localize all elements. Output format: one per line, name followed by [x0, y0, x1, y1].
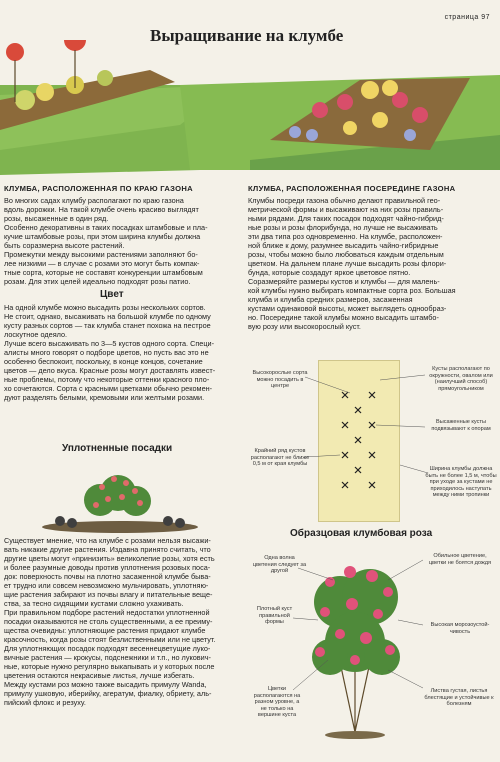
rose-label-waves: Одна волна цветения следует за другой — [252, 555, 307, 574]
right-heading: КЛУМБА, РАСПОЛОЖЕННАЯ ПОСЕРЕДИНЕ ГАЗОНА — [248, 184, 456, 193]
rose-label-hardiness: Высокая морозоустой-чивость — [430, 622, 490, 635]
rose-label-shape: Плотный куст правильной формы — [256, 606, 293, 625]
diagram-label-shape: Кусты располагают по окружности, овалом или (наилучший способ) прямоугольником — [429, 366, 493, 392]
diagram-label-edge: Крайний ряд кустов располагают не ближе 0,5 м от края клумбы — [250, 448, 310, 467]
right-text: Клумбы посреди газона обычно делают правильной гео- метрической формы и высаживают на них розы правиль- ными рядами. Для таких посадок подходят чайно-гибрид- ные розы и розы флорибунда, но лучше не высаживать эти два типа роз одновременно. На клумбе, расположен- ной ближе к дому, разумнее высадить чайно-гибридные розы, чтобы можно было любоваться каждым отдельным цветком. На дальнем плане лучше высадить розы флори- бунда, которые создадут яркое цветовое пятно. Соразмеряйте размеры кустов и клумбы — для малень- кой клумбы нужно выбирать компактные сорта роз. Большая клумба и клумба средних размеров, засаженная кустами одинаковой высоты, может выглядеть однообраз- но. Посередине такой клумбы можно высадить штамбо- вую розу или высокорослый куст. — [248, 196, 456, 331]
left-intro-text: Во многих садах клумбу располагают по краю газона вдоль дорожки. На такой клумбе очень красиво выглядят розы, высаженные в один ряд. Особенно декоративны в таких посадках штамбовые и пла- кучие штамбовые розы, при этом ширина клумбы должна быть соразмерна высоте растений. Промежутки между высокими растениями заполняют бо- лее низкими — в случае с розами это могут быть компак- тные сорта, которые не составят конкуренции штамбовым розам. Для этих целей идеально подходят розы патио. — [4, 196, 208, 286]
rose-label-abundant: Обильное цветение, цветки не боятся дождя — [428, 553, 492, 566]
diagram-label-center: Высокорослые сорта можно посадить в центре — [252, 370, 308, 389]
left-heading: КЛУМБА, РАСПОЛОЖЕННАЯ ПО КРАЮ ГАЗОНА — [4, 184, 193, 193]
page-number: страница 97 — [444, 14, 490, 21]
dense-heading: Уплотненные посадки — [62, 443, 173, 454]
diagram-label-width: Ширина клумбы должна быть не более 1,5 м, чтобы при уходе за кустами не приходилось наступать между ними тропинки — [425, 466, 497, 498]
color-text: На одной клумбе можно высадить розы нескольких сортов. Не стоит, однако, высаживать на большой клумбе по одному кусту разных сортов — так клумба станет похожа на пестрое лоскутное одеяло. Лучше всего высаживать по 3—5 кустов одного сорта. Специ- алисты много говорят о подборе цветов, но пусть вас это не особенно беспокоит, поскольку, в конце концов, сочетание цветов — дело вкуса. Красные розы могут доставлять извест- ные проблемы, потому что некоторые оттенки красного пло- хо сочетаются. Сорта с красными цветками обычно рекомен- дуют разделять белыми, кремовыми или желтыми розами. — [4, 303, 216, 402]
rose-label-foliage: Листва густая, листья блестящие и устойчивые к болезням — [424, 688, 494, 707]
page-title: Выращивание на клумбе — [150, 26, 344, 45]
rose-label-levels: Цветки располагаются на разном уровне, а не только на вершине куста — [253, 686, 301, 718]
dense-planting-illustration — [40, 455, 200, 535]
rose-heading: Образцовая клумбовая роза — [290, 528, 433, 539]
dense-text: Существует мнение, что на клумбе с розами нельзя высажи- вать никакие другие растения. Издавна принято считать, что другие цветы могут «принизить» великолепие розы, хотя есть и более разумные доводы против уплотнения розовых поса- док: поверхность почвы на плотно засаженной клумбе быва- ет трудно или совсем невозможно мульчировать, уплотняю- щие растения забирают из почвы влагу и питательные веще- ства, за тесно сидящими кустами сложно ухаживать. При правильном подборе растений недостатки уплотненной посадки оказываются не столь существенными, а ее преиму- щества очевидны: уплотняющие растения придают клумбе красочность, когда розы стоят безлиственными или не цветут. Для уплотняющих посадок подходят весеннецветущие луко- вичные растения — крокусы, подснежники и т.п., но лукович- ные, которые нужно регулярно выкапывать и у которых после цветения остаются некрасивые листья, лучше избегать. Между кустами роз можно также высадить примулу Wanda, примулу ушковую, иберийку, агератум, фиалку, обриету, аль- пийский флокс и резуху. — [4, 536, 216, 707]
color-heading: Цвет — [100, 289, 124, 300]
hero-illustration — [0, 40, 500, 180]
diagram-label-supports: Высаженные кусты подвязывают к опорам — [431, 419, 491, 432]
